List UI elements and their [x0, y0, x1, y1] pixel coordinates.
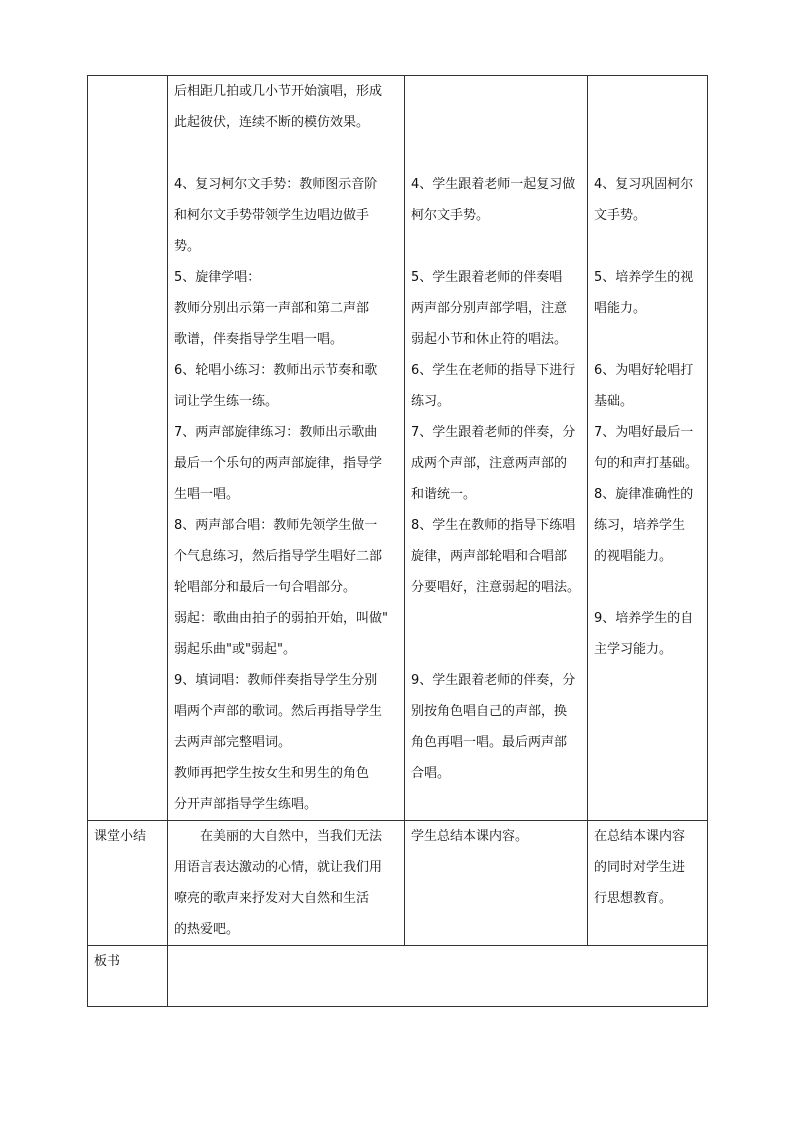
process-row: [88, 76, 708, 821]
purpose-step-9: 9、培养学生的自 主学习能力。: [594, 611, 694, 657]
lesson-plan-table: [87, 75, 708, 1007]
teacher-step-5: 5、旋律学唱： 教师分别出示第一声部和第二声部 歌谱，伴奏指导学生唱一唱。: [174, 270, 370, 347]
board-label: 板书: [88, 946, 168, 1007]
summary-purpose-cell: [588, 821, 708, 946]
summary-teacher-cell: [168, 821, 405, 946]
purpose-step-5: 5、培养学生的视 唱能力。: [594, 270, 694, 316]
summary-student-text: 学生总结本课内容。: [411, 829, 529, 844]
purpose-cell: [588, 76, 708, 821]
teacher-step-9b: 教师再把学生按女生和男生的角色 分开声部指导学生练唱。: [174, 766, 370, 812]
summary-label: 课堂小结: [88, 821, 168, 946]
board-row: [88, 946, 708, 1007]
purpose-step-6: 6、为唱好轮唱打 基础。: [594, 363, 694, 409]
process-label-cell: [88, 76, 168, 821]
summary-row: [88, 821, 708, 946]
purpose-step-8: 8、旋律准确性的 练习，培养学生 的视唱能力。: [594, 487, 694, 564]
student-step-9: 9、学生跟着老师的伴奏，分 别按角色唱自己的声部，换 角色再唱一唱。最后两声部 合唱。: [411, 673, 576, 781]
teacher-step-6: 6、轮唱小练习：教师出示节奏和歌 词让学生练一练。: [174, 363, 378, 409]
student-step-5: 5、学生跟着老师的伴奏唱 两声部分别声部学唱，注意 弱起小节和休止符的唱法。: [411, 270, 568, 347]
teacher-step-7: 7、两声部旋律练习：教师出示歌曲 最后一个乐句的两声部旋律，指导学 生唱一唱。: [174, 425, 383, 502]
student-activity-cell: [405, 76, 588, 821]
summary-teacher-text: 在美丽的大自然中，当我们无法 用语言表达激动的心情，就让我们用 嘹亮的歌声来抒发对大自然和生活 的热爱吧。: [174, 829, 383, 937]
teacher-intro: 后相距几拍或几小节开始演唱，形成 此起彼伏，连续不断的模仿效果。: [174, 84, 383, 130]
teacher-step-4: 4、复习柯尔文手势：教师图示音阶 和柯尔文手势带领学生边唱边做手 势。: [174, 177, 378, 254]
summary-student-cell: [405, 821, 588, 946]
teacher-weak-note: 弱起：歌曲由拍子的弱拍开始，叫做" 弱起乐曲"或"弱起"。: [174, 611, 388, 657]
board-content-cell: [168, 946, 708, 1007]
student-step-6: 6、学生在老师的指导下进行 练习。: [411, 363, 576, 409]
student-step-4: 4、学生跟着老师一起复习做 柯尔文手势。: [411, 177, 576, 223]
purpose-step-7: 7、为唱好最后一 句的和声打基础。: [594, 425, 699, 471]
purpose-step-4: 4、复习巩固柯尔 文手势。: [594, 177, 694, 223]
student-step-8: 8、学生在教师的指导下练唱 旋律，两声部轮唱和合唱部 分要唱好，注意弱起的唱法。: [411, 518, 581, 595]
teacher-activity-cell: [168, 76, 405, 821]
student-step-7: 7、学生跟着老师的伴奏，分 成两个声部，注意两声部的 和谐统一。: [411, 425, 576, 502]
teacher-step-9: 9、填词唱：教师伴奏指导学生分别 唱两个声部的歌词。然后再指导学生 去两声部完整唱词。: [174, 673, 383, 750]
summary-purpose-text: 在总结本课内容 的同时对学生进 行思想教育。: [594, 829, 686, 906]
teacher-step-8: 8、两声部合唱：教师先领学生做一 个气息练习，然后指导学生唱好二部 轮唱部分和最后一句合唱部分。: [174, 518, 383, 595]
